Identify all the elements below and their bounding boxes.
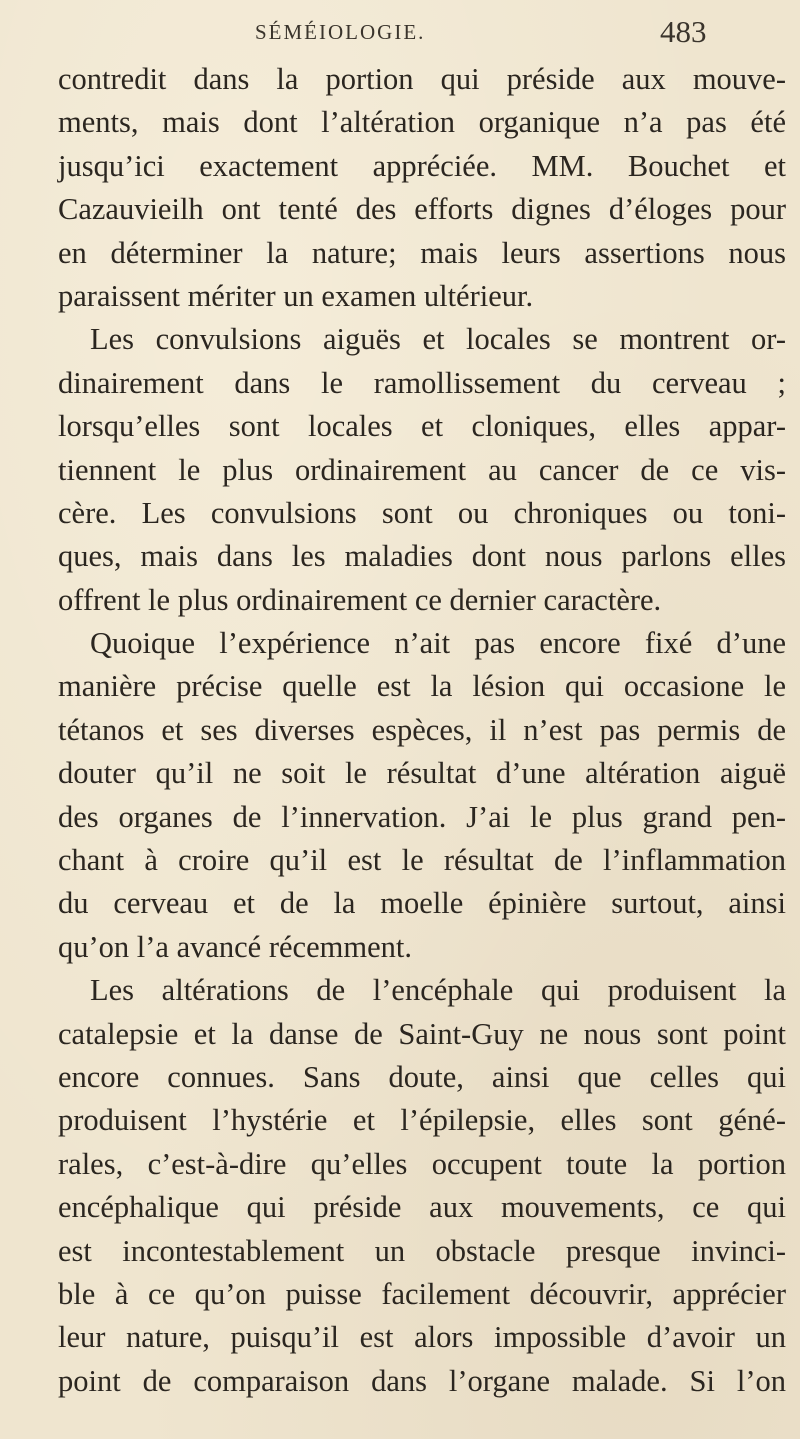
running-head: SÉMÉIOLOGIE. xyxy=(255,20,426,44)
paragraph-start-line: Les altérations de l’encéphale qui produisent la xyxy=(90,973,786,1008)
text-line: Cazauvieilh ont tenté des efforts dignes d’éloges pour xyxy=(58,192,786,227)
text-line: encore connues. Sans doute, ainsi que celles qui xyxy=(58,1059,786,1094)
text-line: dinairement dans le ramollissement du cerveau ; xyxy=(58,365,786,400)
text-line: catalepsie et la danse de Saint-Guy ne nous sont point xyxy=(58,1016,786,1051)
text-line: est incontestablement un obstacle presque invinci- xyxy=(58,1233,786,1268)
text-line: lorsqu’elles sont locales et cloniques, elles appar- xyxy=(58,409,786,444)
text-line: tiennent le plus ordinairement au cancer de ce vis- xyxy=(58,452,786,487)
text-line: cère. Les convulsions sont ou chroniques ou toni- xyxy=(58,495,786,530)
text-line: ments, mais dont l’altération organique n’a pas été xyxy=(58,105,786,140)
text-line: chant à croire qu’il est le résultat de l’inflammation xyxy=(58,843,786,878)
text-line: point de comparaison dans l’organe malade. Si l’on xyxy=(58,1363,786,1398)
text-line: tétanos et ses diverses espèces, il n’est pas permis de xyxy=(58,712,786,747)
text-line: des organes de l’innervation. J’ai le plus grand pen- xyxy=(58,799,786,834)
text-line: ques, mais dans les maladies dont nous parlons elles xyxy=(58,539,786,574)
text-line: manière précise quelle est la lésion qui occasione le xyxy=(58,669,786,704)
page-header xyxy=(0,14,800,58)
paragraph-start-line: Quoique l’expérience n’ait pas encore fixé d’une xyxy=(90,626,786,661)
text-line: ble à ce qu’on puisse facilement découvrir, apprécier xyxy=(58,1276,786,1311)
text-line: encéphalique qui préside aux mouvements, ce qui xyxy=(58,1190,786,1225)
text-line: du cerveau et de la moelle épinière surtout, ainsi xyxy=(58,886,786,921)
body-text xyxy=(58,58,786,1403)
text-line: qu’on l’a avancé récemment. xyxy=(58,929,412,964)
text-line: jusqu’ici exactement appréciée. MM. Bouchet et xyxy=(58,148,786,183)
text-line: douter qu’il ne soit le résultat d’une altération aiguë xyxy=(58,756,786,791)
text-line: en déterminer la nature; mais leurs assertions nous xyxy=(58,235,786,270)
text-line: rales, c’est-à-dire qu’elles occupent toute la portion xyxy=(58,1146,786,1181)
text-line: contredit dans la portion qui préside aux mouve- xyxy=(58,62,786,96)
text-line: offrent le plus ordinairement ce dernier caractère. xyxy=(58,582,662,617)
paragraph-start-line: Les convulsions aiguës et locales se montrent or- xyxy=(90,322,786,357)
text-line: leur nature, puisqu’il est alors impossible d’avoir un xyxy=(58,1320,786,1355)
text-line: produisent l’hystérie et l’épilepsie, elles sont géné- xyxy=(58,1103,786,1138)
text-line: paraissent mériter un examen ultérieur. xyxy=(58,278,534,313)
page-number: 483 xyxy=(660,14,707,49)
